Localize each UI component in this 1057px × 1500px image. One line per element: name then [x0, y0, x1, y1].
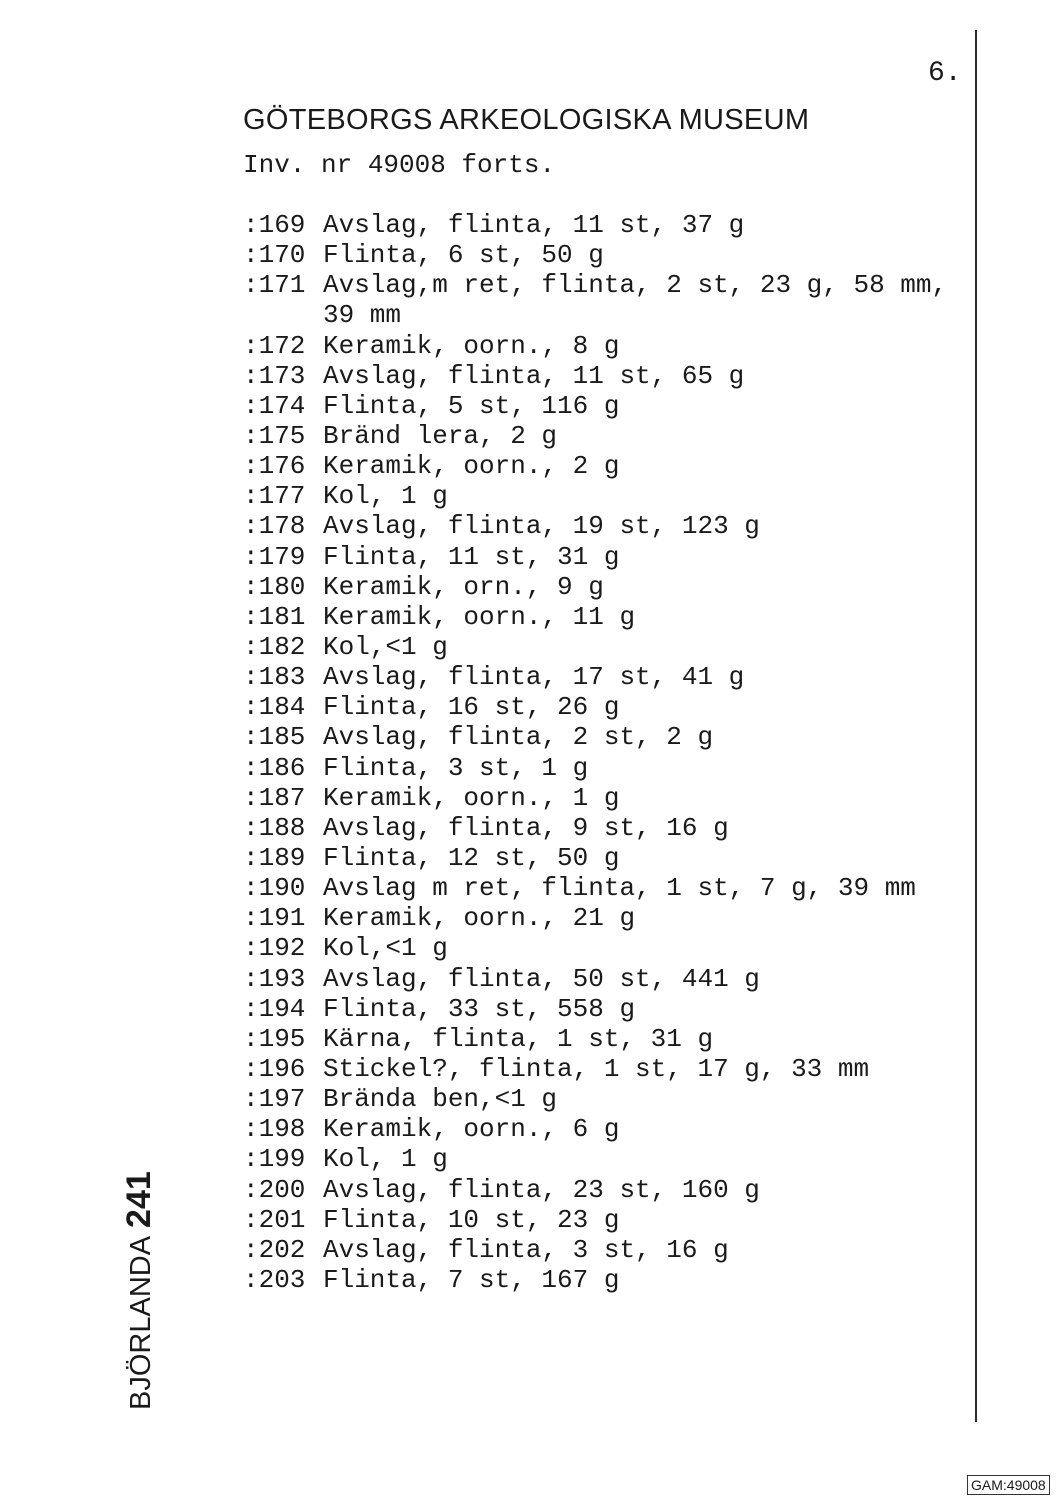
entry-text: Kol, 1 g: [323, 481, 448, 512]
entry-row: [243, 1205, 947, 1235]
entry-row: [243, 511, 947, 541]
entry-row: [243, 361, 947, 391]
entry-number: :203: [243, 1264, 306, 1295]
entry-number: :169: [243, 210, 306, 240]
entry-text: Avslag, flinta, 3 st, 16 g: [323, 1234, 729, 1265]
entry-number: :201: [243, 1204, 306, 1235]
entry-row: [243, 240, 947, 270]
entry-text: Avslag,m ret, flinta, 2 st, 23 g, 58 mm,: [323, 270, 948, 301]
entry-row: [243, 873, 947, 903]
entry-number: :179: [243, 541, 306, 572]
entry-number: :197: [243, 1084, 306, 1115]
entry-number: :177: [243, 481, 306, 512]
site-label: [120, 1171, 159, 1410]
entry-row: [243, 451, 947, 481]
entry-number: :196: [243, 1053, 306, 1084]
entry-row: [243, 391, 947, 421]
entry-text: Avslag, flinta, 50 st, 441 g: [323, 963, 760, 994]
entry-row: [243, 1265, 947, 1295]
entry-number: :188: [243, 812, 306, 843]
entry-text: Flinta, 10 st, 23 g: [323, 1204, 620, 1235]
entry-number: :194: [243, 993, 306, 1024]
entry-text: Avslag, flinta, 2 st, 2 g: [323, 722, 714, 753]
entry-text: Kol,<1 g: [323, 631, 448, 662]
entry-row: [243, 994, 947, 1024]
reference-stamp: GAM:49008: [967, 1475, 1050, 1495]
entry-text: Flinta, 12 st, 50 g: [323, 842, 620, 873]
entry-number: :185: [243, 722, 306, 753]
entry-row: [243, 1235, 947, 1265]
entry-text: Flinta, 6 st, 50 g: [323, 240, 604, 271]
margin-line: [975, 30, 977, 1422]
entry-row: [243, 542, 947, 572]
entry-number: :184: [243, 692, 306, 723]
entry-text: Flinta, 5 st, 116 g: [323, 390, 620, 421]
entry-number: :176: [243, 451, 306, 482]
entry-text: Avslag, flinta, 11 st, 37 g: [323, 210, 745, 240]
entry-number: :178: [243, 511, 306, 542]
entry-row: [243, 933, 947, 963]
entry-row: [243, 813, 947, 843]
entry-number: :182: [243, 631, 306, 662]
entry-text: Kol,<1 g: [323, 933, 448, 964]
entry-text: Avslag, flinta, 19 st, 123 g: [323, 511, 760, 542]
entry-number: :186: [243, 752, 306, 783]
entry-number: :193: [243, 963, 306, 994]
entry-row: [243, 843, 947, 873]
entry-row: [243, 1114, 947, 1144]
inventory-number: Inv. nr 49008 forts.: [243, 150, 556, 180]
page-number: 6.: [928, 58, 962, 89]
entry-number: :173: [243, 360, 306, 391]
entry-text: Flinta, 11 st, 31 g: [323, 541, 620, 572]
entry-row: [243, 903, 947, 933]
site-number: 241: [120, 1171, 158, 1228]
entry-number: :187: [243, 782, 306, 813]
entry-row: [243, 421, 947, 451]
entry-number: :189: [243, 842, 306, 873]
entry-row: [243, 632, 947, 662]
entry-text: Avslag, flinta, 11 st, 65 g: [323, 360, 745, 391]
entry-row: [243, 722, 947, 752]
institution-heading: GÖTEBORGS ARKEOLOGISKA MUSEUM: [243, 104, 810, 136]
entry-number: :200: [243, 1174, 306, 1205]
entry-list: [243, 210, 947, 1295]
entry-number: :199: [243, 1144, 306, 1175]
entry-row: [243, 692, 947, 722]
entry-text: Keramik, oorn., 8 g: [323, 330, 620, 361]
entry-continuation: 39 mm: [323, 300, 402, 331]
entry-number: :170: [243, 240, 306, 271]
entry-number: :181: [243, 601, 306, 632]
entry-text: Bränd lera, 2 g: [323, 420, 558, 451]
entry-number: :171: [243, 270, 306, 301]
entry-text: Avslag m ret, flinta, 1 st, 7 g, 39 mm: [323, 873, 916, 904]
entry-text: Flinta, 3 st, 1 g: [323, 752, 589, 783]
entry-number: :202: [243, 1234, 306, 1265]
site-name: BJÖRLANDA: [125, 1235, 157, 1410]
entry-text: Keramik, oorn., 11 g: [323, 601, 636, 632]
entry-number: :180: [243, 571, 306, 602]
entry-row: [243, 270, 947, 300]
entry-row: [243, 481, 947, 511]
entry-row: [243, 662, 947, 692]
entry-text: Keramik, oorn., 21 g: [323, 903, 636, 934]
entry-row: [243, 602, 947, 632]
entry-number: :192: [243, 933, 306, 964]
entry-row: [243, 1084, 947, 1114]
entry-text: Keramik, oorn., 2 g: [323, 451, 620, 482]
entry-text: Avslag, flinta, 9 st, 16 g: [323, 812, 729, 843]
entry-text: Kol, 1 g: [323, 1144, 448, 1175]
entry-number: :174: [243, 390, 306, 421]
entry-row: [243, 210, 947, 240]
entry-text: Flinta, 7 st, 167 g: [323, 1264, 620, 1295]
entry-text: Keramik, oorn., 1 g: [323, 782, 620, 813]
entry-number: :175: [243, 420, 306, 451]
entry-text: Stickel?, flinta, 1 st, 17 g, 33 mm: [323, 1053, 870, 1084]
entry-number: :183: [243, 662, 306, 693]
entry-number: :198: [243, 1114, 306, 1145]
entry-row: [243, 1144, 947, 1174]
entry-number: :172: [243, 330, 306, 361]
entry-number: :191: [243, 903, 306, 934]
entry-number: :195: [243, 1023, 306, 1054]
entry-text: Keramik, orn., 9 g: [323, 571, 604, 602]
entry-row: [243, 1024, 947, 1054]
entry-text: Kärna, flinta, 1 st, 31 g: [323, 1023, 714, 1054]
entry-number: :190: [243, 873, 306, 904]
entry-text: Avslag, flinta, 23 st, 160 g: [323, 1174, 760, 1205]
entry-text: Flinta, 33 st, 558 g: [323, 993, 636, 1024]
entry-row: [243, 331, 947, 361]
entry-text: Brända ben,<1 g: [323, 1084, 558, 1115]
entry-row: [243, 783, 947, 813]
entry-row: [243, 1175, 947, 1205]
entry-row: [243, 1054, 947, 1084]
entry-row: [243, 572, 947, 602]
entry-text: Avslag, flinta, 17 st, 41 g: [323, 662, 745, 693]
entry-row: [243, 964, 947, 994]
entry-text: Keramik, oorn., 6 g: [323, 1114, 620, 1145]
entry-row: [243, 753, 947, 783]
entry-text: Flinta, 16 st, 26 g: [323, 692, 620, 723]
